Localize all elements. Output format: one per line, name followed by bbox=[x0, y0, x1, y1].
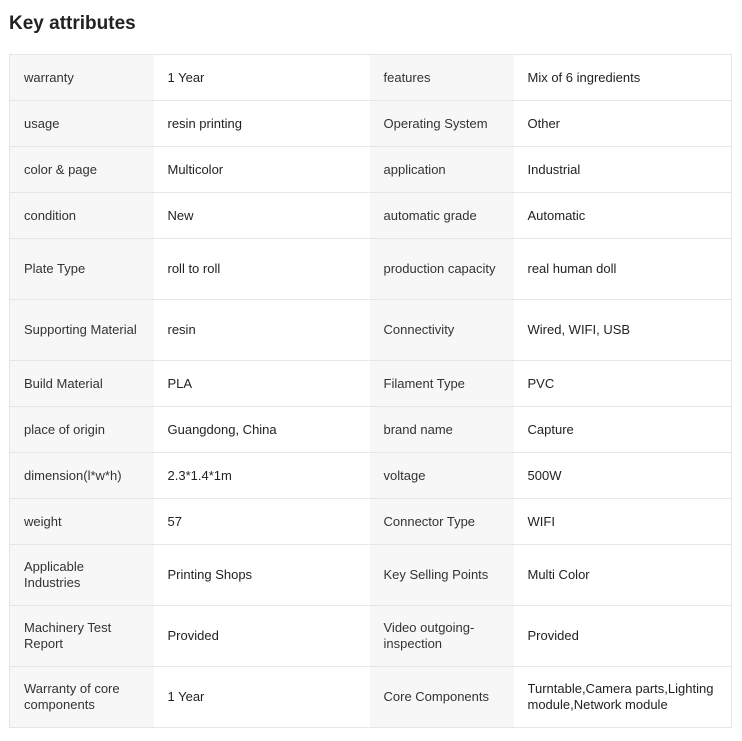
attribute-value: real human doll bbox=[514, 239, 732, 300]
attribute-key: Machinery Test Report bbox=[10, 606, 154, 667]
attribute-key: Connector Type bbox=[370, 499, 514, 545]
attribute-key: usage bbox=[10, 101, 154, 147]
attribute-key: Warranty of core components bbox=[10, 667, 154, 728]
table-row bbox=[10, 361, 732, 407]
table-row bbox=[10, 545, 732, 606]
table-row bbox=[10, 407, 732, 453]
table-row bbox=[10, 499, 732, 545]
attribute-value-text: Turntable,Camera parts,Lighting module,Network module bbox=[527, 681, 714, 712]
table-row bbox=[10, 55, 732, 101]
attribute-value: roll to roll bbox=[154, 239, 370, 300]
attribute-value: New bbox=[154, 193, 370, 239]
attribute-key: color & page bbox=[10, 147, 154, 193]
table-row bbox=[10, 239, 732, 300]
table-row bbox=[10, 147, 732, 193]
attribute-value: Provided bbox=[154, 606, 370, 667]
attribute-key: place of origin bbox=[10, 407, 154, 453]
attribute-key: Build Material bbox=[10, 361, 154, 407]
attribute-key: Supporting Material bbox=[10, 300, 154, 361]
table-row bbox=[10, 193, 732, 239]
attribute-value: WIFI bbox=[514, 499, 732, 545]
table-row bbox=[10, 300, 732, 361]
attribute-key: application bbox=[370, 147, 514, 193]
attribute-key: condition bbox=[10, 193, 154, 239]
attribute-value: 500W bbox=[514, 453, 732, 499]
attribute-value: Industrial bbox=[514, 147, 732, 193]
attribute-value: Printing Shops bbox=[154, 545, 370, 606]
attribute-key: brand name bbox=[370, 407, 514, 453]
attribute-key: automatic grade bbox=[370, 193, 514, 239]
table-row bbox=[10, 606, 732, 667]
attribute-value bbox=[514, 667, 732, 728]
attribute-key: Key Selling Points bbox=[370, 545, 514, 606]
attributes-table bbox=[9, 54, 732, 728]
attribute-value: resin printing bbox=[154, 101, 370, 147]
table-row bbox=[10, 101, 732, 147]
attribute-value: Provided bbox=[514, 606, 732, 667]
attribute-value: Wired, WIFI, USB bbox=[514, 300, 732, 361]
attribute-value: Capture bbox=[514, 407, 732, 453]
attribute-key: weight bbox=[10, 499, 154, 545]
attribute-key: voltage bbox=[370, 453, 514, 499]
attribute-key: Core Components bbox=[370, 667, 514, 728]
attribute-value: Multicolor bbox=[154, 147, 370, 193]
attribute-key: features bbox=[370, 55, 514, 101]
table-row bbox=[10, 453, 732, 499]
attribute-value: 1 Year bbox=[154, 55, 370, 101]
attribute-value: 57 bbox=[154, 499, 370, 545]
attribute-value: Guangdong, China bbox=[154, 407, 370, 453]
attribute-key: warranty bbox=[10, 55, 154, 101]
attribute-key: Plate Type bbox=[10, 239, 154, 300]
attribute-value: PLA bbox=[154, 361, 370, 407]
attribute-key: Connectivity bbox=[370, 300, 514, 361]
attribute-value: Automatic bbox=[514, 193, 732, 239]
attribute-value: 2.3*1.4*1m bbox=[154, 453, 370, 499]
attribute-key: Filament Type bbox=[370, 361, 514, 407]
attribute-key: Video outgoing-inspection bbox=[370, 606, 514, 667]
attribute-value: resin bbox=[154, 300, 370, 361]
attribute-key: Applicable Industries bbox=[10, 545, 154, 606]
attribute-key: Operating System bbox=[370, 101, 514, 147]
section-title: Key attributes bbox=[9, 13, 136, 34]
table-row bbox=[10, 667, 732, 728]
attribute-value: Other bbox=[514, 101, 732, 147]
attribute-value: PVC bbox=[514, 361, 732, 407]
attribute-key: dimension(l*w*h) bbox=[10, 453, 154, 499]
attribute-key: production capacity bbox=[370, 239, 514, 300]
attribute-value: Multi Color bbox=[514, 545, 732, 606]
attribute-value: 1 Year bbox=[154, 667, 370, 728]
attribute-value: Mix of 6 ingredients bbox=[514, 55, 732, 101]
